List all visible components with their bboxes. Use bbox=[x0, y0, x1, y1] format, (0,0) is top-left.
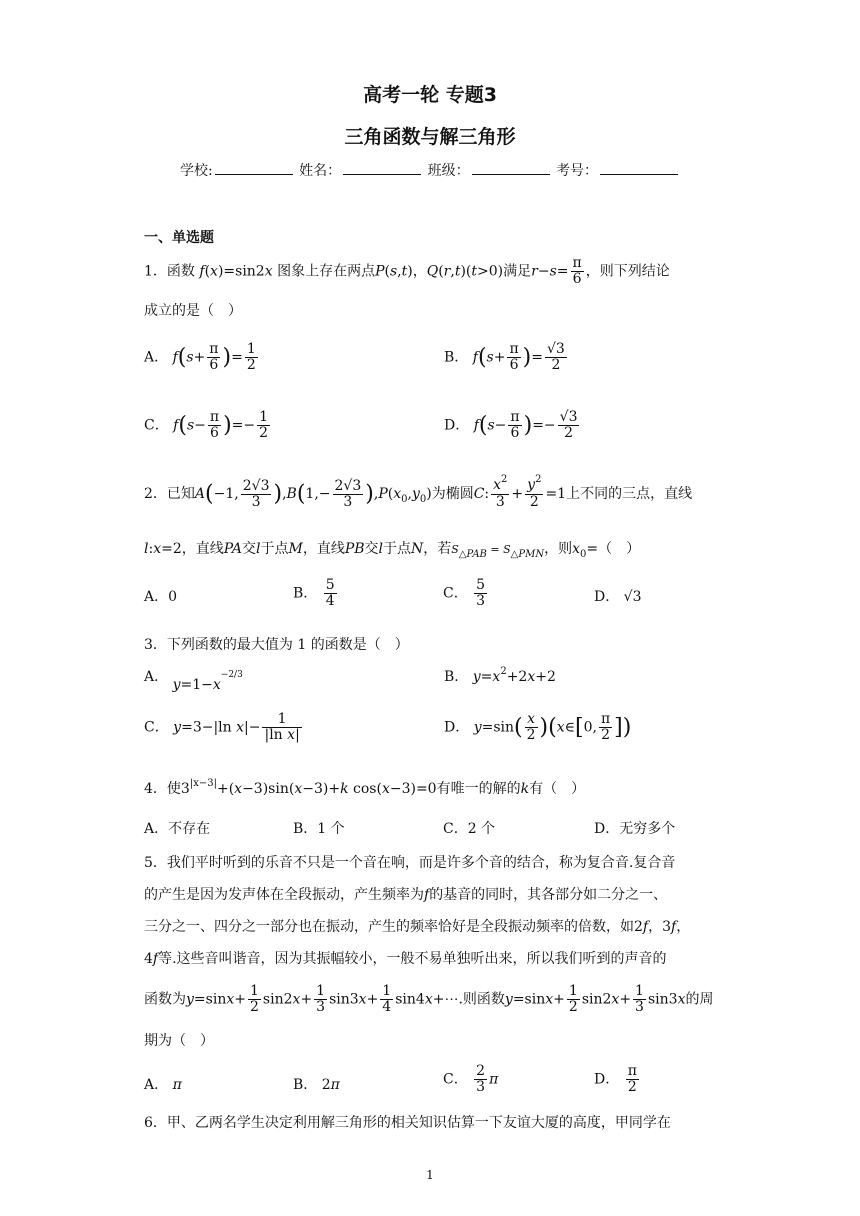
q5-option-b[interactable]: B． 2π bbox=[293, 1077, 340, 1093]
q4-option-c[interactable]: C．2 个 bbox=[443, 821, 496, 837]
q2-option-c[interactable]: C． $\frac{5}{3}$ bbox=[443, 577, 486, 609]
q6-line1: 6．甲、乙两名学生决定利用解三角形的相关知识估算一下友谊大厦的高度，甲同学在 bbox=[144, 1115, 671, 1131]
q1-stem-line2: 成立的是（ ） bbox=[144, 303, 242, 319]
page-title: 高考一轮 专题3 bbox=[363, 84, 497, 106]
q4-option-b[interactable]: B．1 个 bbox=[293, 821, 345, 837]
exam-number-blank[interactable] bbox=[600, 162, 678, 175]
class-blank[interactable] bbox=[472, 162, 550, 175]
q5-line6: 期为（ ） bbox=[144, 1033, 214, 1049]
q1-stem: 1．函数 f(x)=sin2x 图象上存在两点P(s,t)，Q(r,t)(t>0)满足r−s= $\frac{\pi}{6}$ ，则下列结论 bbox=[144, 255, 670, 287]
school-blank[interactable] bbox=[215, 162, 293, 175]
exam-number-label: 考号： bbox=[556, 163, 599, 179]
q4-option-d[interactable]: D．无穷多个 bbox=[594, 821, 676, 837]
q5-line3: 三分之一、四分之一部分也在振动，产生的频率恰好是全段振动频率的倍数，如2f，3f， bbox=[144, 919, 691, 935]
page-number: 1 bbox=[426, 1168, 434, 1182]
q1-option-c[interactable]: C． f(s− $\frac{\pi}{6}$ )=− $\frac{1}{2}$ bbox=[144, 409, 269, 441]
q5-line4: 4f等.这些音叫谐音，因为其振幅较小，一般不易单独听出来，所以我们听到的声音的 bbox=[144, 951, 667, 967]
q2-stem-line2: l:x=2，直线PA交l于点M，直线PB交l于点N，若S△PAB = S△PMN，则$x_0=$（ ） bbox=[144, 541, 641, 560]
school-label: 学校: bbox=[179, 163, 213, 179]
q3-option-a[interactable]: A． $y=1-x^{-2/3}$ bbox=[144, 669, 243, 693]
q2-option-d[interactable]: D． √3 bbox=[594, 589, 642, 605]
q1-option-a[interactable]: A． f(s+ $\frac{\pi}{6}$ )= $\frac{1}{2}$ bbox=[144, 341, 256, 373]
q3-option-c[interactable]: C． y=3−|ln x|− $\frac{1}{\text{|ln x|}}$ bbox=[144, 711, 300, 743]
q3-stem: 3．下列函数的最大值为 1 的函数是（ ） bbox=[144, 637, 409, 653]
q4-stem: 4．使$3^{|x-3|}+(x-3)\sin(x-3)+k$ cos(x−3)=0有唯一的解的k有（ ） bbox=[144, 778, 586, 797]
q1-option-d[interactable]: D． f(s− $\frac{\pi}{6}$ )=− $\frac{√3}{2}$ bbox=[444, 409, 578, 441]
page-subtitle: 三角函数与解三角形 bbox=[344, 126, 516, 148]
class-label: 班级： bbox=[427, 163, 470, 179]
name-blank[interactable] bbox=[343, 162, 421, 175]
q5-option-d[interactable]: D． $\frac{\pi}{2}$ bbox=[594, 1063, 637, 1095]
q5-option-c[interactable]: C． $\frac{2}{3}$ π bbox=[443, 1063, 499, 1095]
q2-option-a[interactable]: A．0 bbox=[144, 589, 178, 605]
q5-option-a[interactable]: A． π bbox=[144, 1077, 182, 1093]
name-label: 姓名： bbox=[299, 163, 342, 179]
student-info-row bbox=[0, 160, 860, 180]
q4-option-a[interactable]: A．不存在 bbox=[144, 821, 211, 837]
q2-stem: 2．已知A(−1, $\frac{2√3}{3}$ ),B(1,− $\frac{2√3}{3}$ )$,P(x_0,y_0)$为椭圆C: $\frac{x^2}{3}$ + $\frac{y^2}{2}$ =1上不同的三点，直线 bbox=[144, 474, 693, 510]
section-title: 一、单选题 bbox=[144, 230, 214, 246]
q2-option-b[interactable]: B． $\frac{5}{4}$ bbox=[293, 577, 335, 609]
q5-line1: 5．我们平时听到的乐音不只是一个音在响，而是许多个音的结合，称为复合音.复合音 bbox=[144, 855, 676, 871]
q5-line5: 函数为y=sinx+ $\frac{1}{2}$ sin2x+ $\frac{1}{3}$ sin3x+ $\frac{1}{4}$ sin4x+⋯.则函数y=sinx+ $\frac{1}{2}$ sin2x+ $\frac{1}{3}$ sin3x的周 bbox=[144, 983, 714, 1015]
q5-line2: 的产生是因为发声体在全段振动，产生频率为f的基音的同时，其各部分如二分之一、 bbox=[144, 887, 668, 903]
q3-option-b[interactable]: B． $y=x^2+2x+2$ bbox=[444, 666, 556, 685]
q3-option-d[interactable]: D． y=sin( $\frac{x}{2}$ )(x∈[0, $\frac{\pi}{2}$ ]) bbox=[444, 711, 632, 743]
q1-option-b[interactable]: B． f(s+ $\frac{\pi}{6}$ )= $\frac{√3}{2}$ bbox=[444, 341, 565, 373]
